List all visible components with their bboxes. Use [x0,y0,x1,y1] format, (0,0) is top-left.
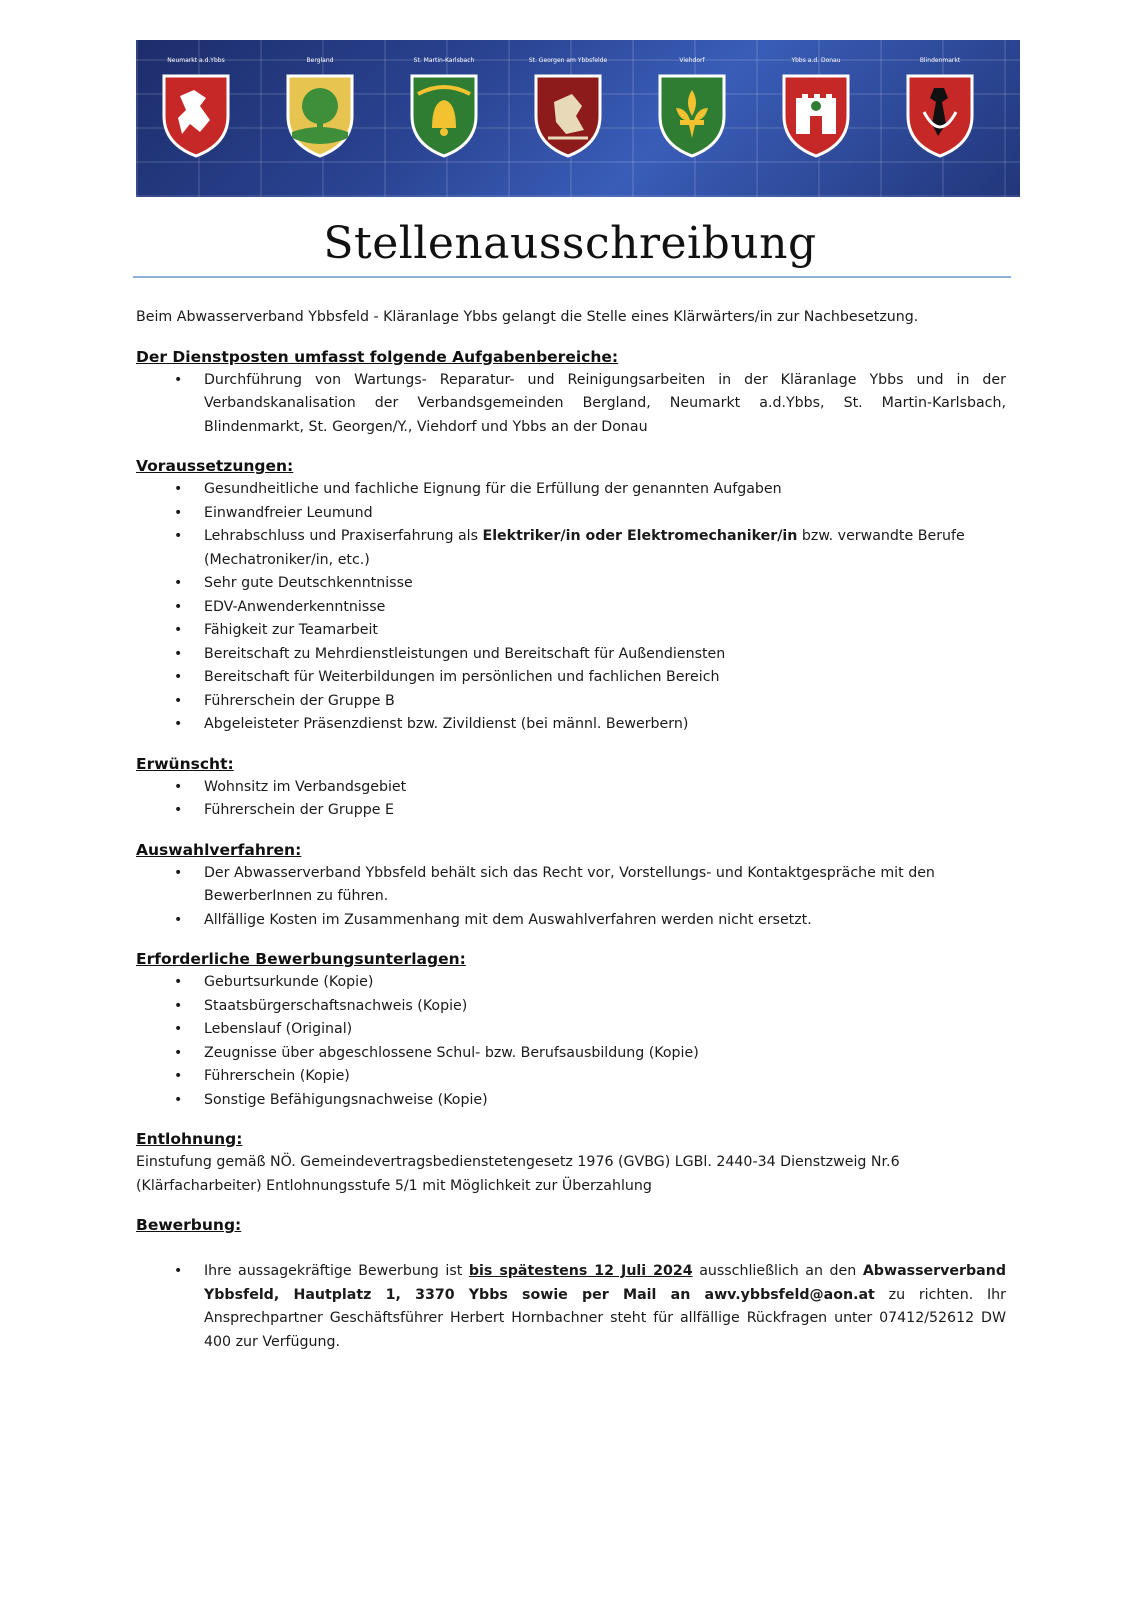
list-item [136,1260,1006,1354]
section-heading-aufgaben: Der Dienstposten umfasst folgende Aufgabenbereiche: [136,347,619,366]
crest-label: Viehdorf [679,57,705,64]
crest-label: Bergland [306,57,334,64]
bewerbung-deadline: bis spätestens 12 Juli 2024 [468,1263,693,1279]
crest-neumarkt [150,56,242,158]
list-item-text: bzw. verwandte Berufe (Mechatroniker/in, etc.) [204,528,965,568]
list-item: • Abgeleisteter Präsenzdienst bzw. Zivildienst (bei männl. Bewerbern) [136,713,1006,737]
list-item: • Durchführung von Wartungs- Reparatur- und Reinigungsarbeiten in der Kläranlage Ybbs und in der Verbandskanalisation der Verbandsgemeinden Bergland, Neumarkt a.d.Ybbs, St. Martin-Karlsbach, Blindenmarkt, St. Georgen/Y., Viehdorf und Ybbs an der Donau [136,369,1006,440]
erwuenscht-list [136,776,1006,823]
list-item: • Gesundheitliche und fachliche Eignung für die Erfüllung der genannten Aufgaben [136,478,1006,502]
bell-crest-icon [408,72,480,158]
list-item: • Sehr gute Deutschkenntnisse [136,572,1006,596]
header-banner [136,40,1020,197]
crest-label: Ybbs a.d. Donau [791,57,841,64]
section-heading-voraussetzungen: Voraussetzungen: [136,457,294,475]
crest-label: St. Martin-Karlsbach [413,57,475,64]
fleur-de-lis-crest-icon [656,72,728,158]
list-item: • Führerschein der Gruppe B [136,690,1006,714]
section-heading-auswahlverfahren: Auswahlverfahren: [136,840,302,859]
entlohnung-text: Einstufung gemäß NÖ. Gemeindevertragsbedienstetengesetz 1976 (GVBG) LGBl. 2440-34 Dienstzweig Nr.6 (Klärfacharbeiter) Entlohnungsstufe 5/1 mit Möglichkeit zur Überzahlung [136,1154,900,1194]
crest-st-martin [398,56,490,158]
list-item-bold-text: Elektriker/in oder Elektromechaniker/in [482,528,798,544]
tree-crest-icon [284,72,356,158]
title-divider [133,276,1011,278]
list-item: • Zeugnisse über abgeschlossene Schul- bzw. Berufsausbildung (Kopie) [136,1042,1006,1066]
section-heading-erwuenscht: Erwünscht: [136,754,234,773]
unterlagen-list [136,971,1006,1112]
list-item: • Staatsbürgerschaftsnachweis (Kopie) [136,995,1006,1019]
list-item: • Geburtsurkunde (Kopie) [136,971,1006,995]
bewerbung-text: ausschließlich an den [692,1263,863,1279]
bewerbung-address: Abwasserverband Ybbsfeld, Hautplatz 1, 3370 Ybbs sowie per Mail an awv.ybbsfeld@aon.at [204,1263,1007,1303]
list-item: • Allfällige Kosten im Zusammenhang mit dem Auswahlverfahren werden nicht ersetzt. [136,909,1006,933]
crest-bergland [274,56,366,158]
lion-crest-icon [160,72,232,158]
section-heading-bewerbung: Bewerbung: [136,1216,242,1234]
list-item: • Einwandfreier Leumund [136,502,1006,526]
voraussetzungen-list [136,478,1006,737]
crest-ybbs [770,56,862,158]
list-item: • Führerschein (Kopie) [136,1065,1006,1089]
crest-st-georgen [522,56,614,158]
bewerbung-text: Ihre aussagekräftige Bewerbung ist [204,1263,469,1279]
section-heading-entlohnung: Entlohnung: [136,1130,243,1148]
eagle-crest-icon [904,72,976,158]
list-item: • Führerschein der Gruppe E [136,799,1006,823]
page-title: Stellenausschreibung [323,218,817,269]
list-item: • Bereitschaft zu Mehrdienstleistungen und Bereitschaft für Außendiensten [136,643,1006,667]
intro-text: Beim Abwasserverband Ybbsfeld - Kläranlage Ybbs gelangt die Stelle eines Klärwärters/in zur Nachbesetzung. [136,309,919,325]
document-body [136,306,1006,1370]
crest-blindenmarkt [894,56,986,158]
auswahl-list [136,862,1006,933]
bewerbung-text: zu richten. Ihr Ansprechpartner Geschäftsführer Herbert Hornbachner steht für allfällige Rückfragen unter 07412/52612 DW 400 zur Verfügung. [204,1286,1006,1350]
list-item: • EDV-Anwenderkenntnisse [136,596,1006,620]
list-item: • Bereitschaft für Weiterbildungen im persönlichen und fachlichen Bereich [136,666,1006,690]
crest-viehdorf [646,56,738,158]
crest-label: Blindenmarkt [919,57,961,64]
list-item: • Fähigkeit zur Teamarbeit [136,619,1006,643]
castle-crest-icon [780,72,852,158]
list-item: • Wohnsitz im Verbandsgebiet [136,776,1006,800]
aufgaben-list [136,369,1006,440]
list-item: • Sonstige Befähigungsnachweise (Kopie) [136,1089,1006,1113]
crest-label: St. Georgen am Ybbsfelde [528,57,608,64]
list-item: • Lebenslauf (Original) [136,1018,1006,1042]
bewerbung-list [136,1260,1006,1354]
list-item [136,525,1006,572]
list-item: • Der Abwasserverband Ybbsfeld behält sich das Recht vor, Vorstellungs- und Kontaktgespräche mit den BewerberInnen zu führen. [136,862,1006,909]
crest-label: Neumarkt a.d.Ybbs [167,57,225,64]
list-item-text: Lehrabschluss und Praxiserfahrung als [204,528,483,544]
saint-george-crest-icon [532,72,604,158]
section-heading-unterlagen: Erforderliche Bewerbungsunterlagen: [136,950,466,968]
